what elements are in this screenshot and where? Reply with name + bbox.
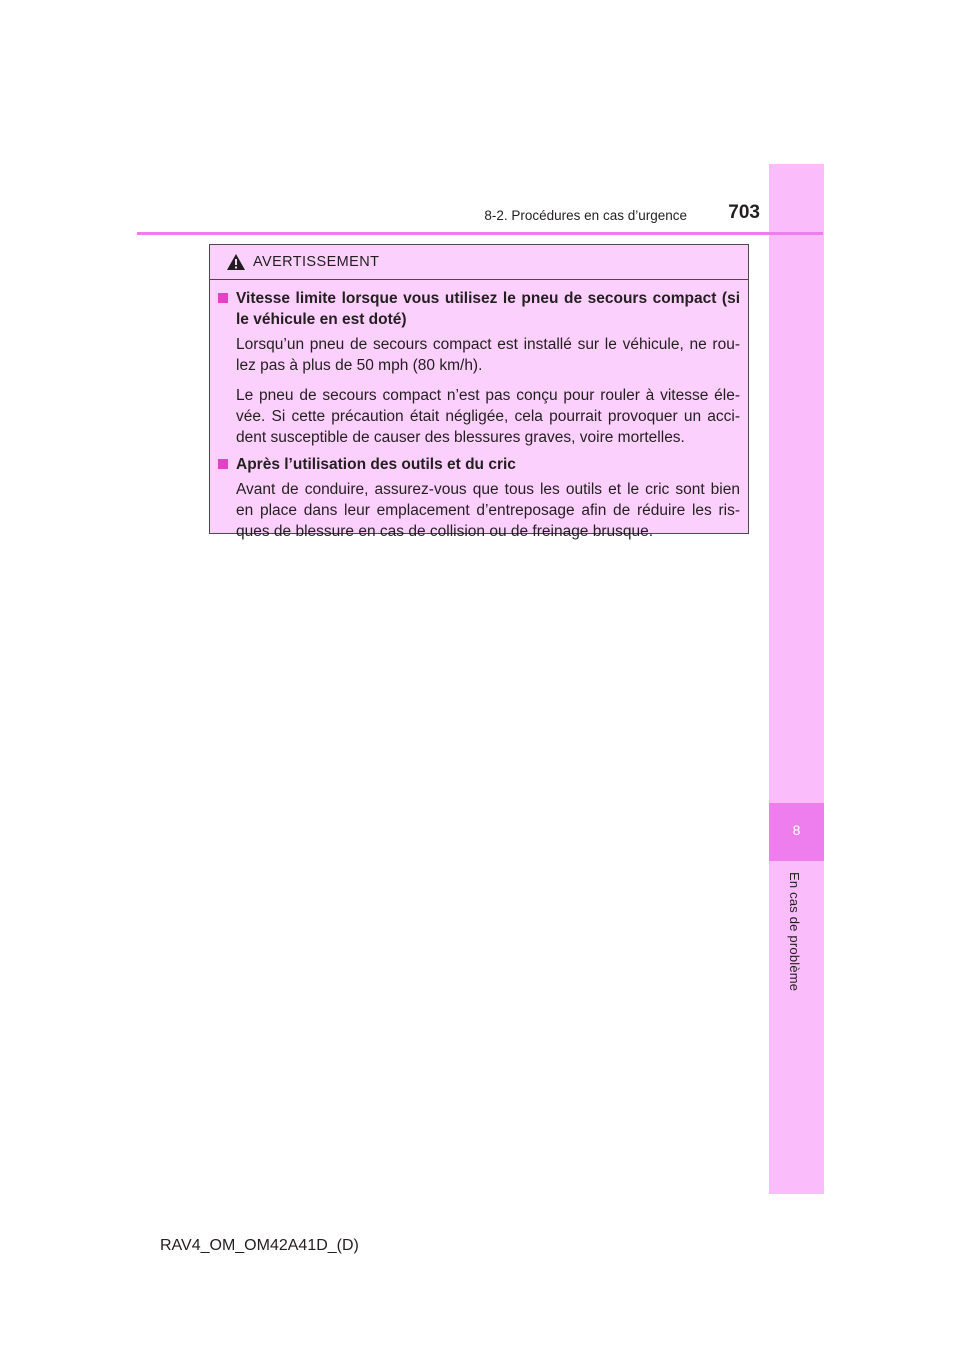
warning-item-heading: Vitesse limite lorsque vous utilisez le pneu de secours compact (si le véhicule en est doté) bbox=[218, 288, 740, 330]
bullet-square-icon bbox=[218, 459, 228, 469]
bullet-square-icon bbox=[218, 293, 228, 303]
chapter-number: 8 bbox=[792, 822, 801, 838]
warning-title: AVERTISSEMENT bbox=[253, 254, 380, 270]
section-title: 8-2. Procédures en cas d’urgence bbox=[484, 208, 687, 223]
chapter-side-tab bbox=[769, 164, 824, 1194]
warning-triangle-icon bbox=[226, 253, 246, 271]
page-number: 703 bbox=[728, 202, 760, 223]
warning-paragraph: Avant de conduire, assurez-vous que tous les outils et le cric sont bien en place dans leur emplacement d’entreposage afin de réduire les ris-ques de blessure en cas de collision ou de freinage brusque. bbox=[236, 481, 740, 540]
warning-paragraph: Le pneu de secours compact n’est pas conçu pour rouler à vitesse éle-vée. Si cette précaution était négligée, cela pourrait provoquer un acci-dent susceptible de causer des blessures graves, voire mortelles. bbox=[236, 387, 740, 446]
warning-header bbox=[210, 245, 748, 280]
header-rule bbox=[137, 232, 823, 235]
document-id: RAV4_OM_OM42A41D_(D) bbox=[160, 1237, 359, 1254]
warning-item-heading: Après l’utilisation des outils et du cric bbox=[218, 454, 740, 475]
warning-paragraph: Lorsqu’un pneu de secours compact est installé sur le véhicule, ne rou-lez pas à plus de 50 mph (80 km/h). bbox=[236, 336, 740, 374]
warning-body bbox=[210, 280, 748, 542]
chapter-label: En cas de problème bbox=[787, 872, 802, 992]
warning-box bbox=[209, 244, 749, 540]
